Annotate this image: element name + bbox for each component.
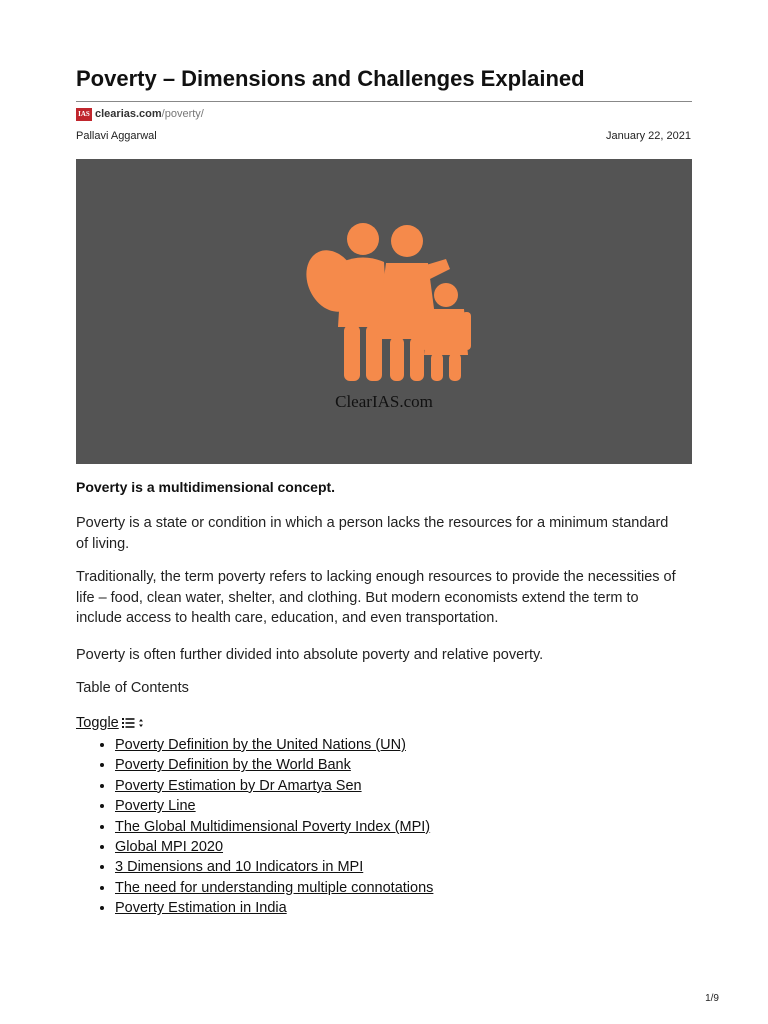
toc-link[interactable]: Poverty Definition by the World Bank [115,757,351,774]
hero-image [76,159,692,464]
toc-item [115,776,433,796]
toc-item [115,878,433,898]
toc-link[interactable]: The need for understanding multiple connotations [115,879,434,896]
toc-link[interactable]: The Global Multidimensional Poverty Index (MPI) [115,818,431,835]
toc-list [76,735,433,919]
toc-item [115,837,433,857]
toc-link[interactable]: Poverty Definition by the United Nations (UN) [115,737,406,753]
hero-caption: ClearIAS.com [335,392,433,411]
publish-date: January 22, 2021 [605,130,691,142]
toc-item [115,755,433,775]
toc-link[interactable]: Poverty Estimation by Dr Amartya Sen [115,777,362,794]
toc-link[interactable]: Global MPI 2020 [115,839,224,856]
list-toggle-icon[interactable] [122,717,144,729]
title-divider [76,101,692,102]
paragraph: Traditionally, the term poverty refers to lacking enough resources to provide the necessities of life – food, clean water, shelter, and clothing. But modern economists extend the term to include access to health care, education, and even transportation. [76,569,676,626]
page-title: Poverty – Dimensions and Challenges Explained [76,66,585,91]
toc-link[interactable]: Poverty Estimation in India [115,900,287,917]
lead-text: Poverty is a multidimensional concept. [76,479,336,495]
toc-item [115,898,433,918]
source-domain-link[interactable]: clearias.com [95,108,162,120]
source-path-link[interactable]: /poverty/ [161,108,204,120]
page-number: 1/9 [705,993,719,1004]
toc-item [115,817,433,837]
author-name: Pallavi Aggarwal [76,130,157,142]
family-illustration-icon [76,159,692,464]
paragraph: Poverty is a state or condition in which a person lacks the resources for a minimum standard of living. [76,515,669,552]
toc-toggle-link[interactable]: Toggle [76,715,119,731]
toc-link[interactable]: 3 Dimensions and 10 Indicators in MPI [115,859,364,876]
toc-item [115,796,433,816]
toc-link[interactable]: Poverty Line [115,798,196,815]
toc-item [115,857,433,877]
toc-toggle [76,715,144,731]
clearias-logo-icon: IAS [76,108,92,121]
paragraph: Poverty is often further divided into absolute poverty and relative poverty. [76,647,544,663]
toc-item [115,735,433,755]
source-line [76,107,204,121]
toc-title: Table of Contents [76,680,189,696]
